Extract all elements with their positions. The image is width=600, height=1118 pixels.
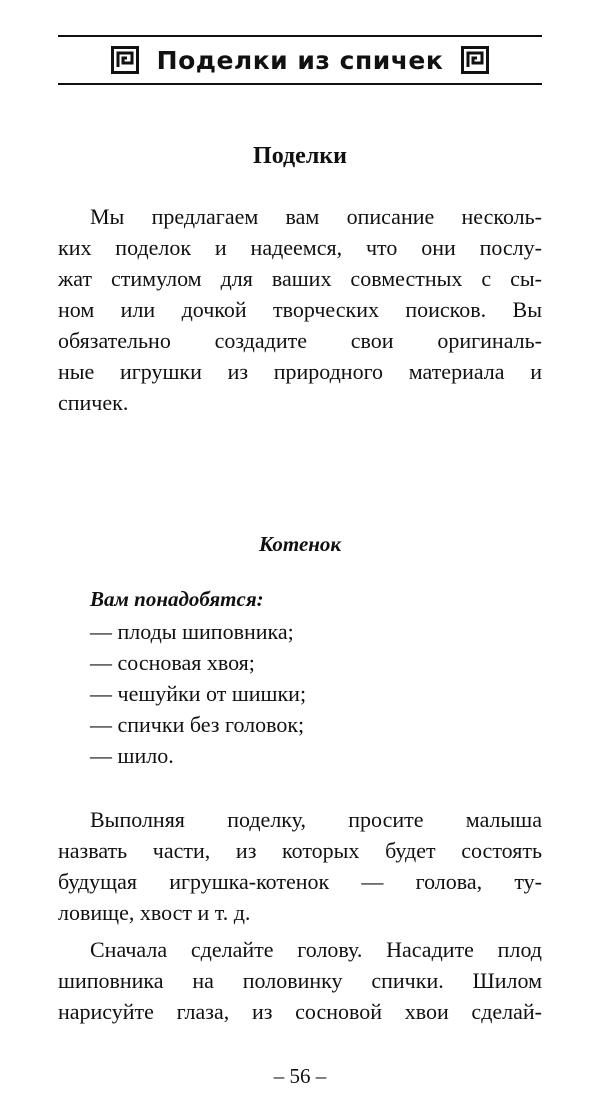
text-line: жат стимулом для ваших совместных с сы- <box>58 266 542 291</box>
text-line: ких поделок и надеемся, что они послу- <box>58 235 542 260</box>
text-line: будущая игрушка-котенок — голова, ту- <box>58 869 542 894</box>
running-head <box>58 40 542 80</box>
text-line: Выполняя поделку, просите малыша <box>90 807 542 832</box>
steps-paragraph <box>58 934 542 1027</box>
list-item: — спички без головок; <box>90 712 305 737</box>
text-line: ном или дочкой творческих поисков. Вы <box>58 297 542 322</box>
running-title: Поделки из спичек <box>156 45 444 75</box>
intro-paragraph <box>58 201 542 418</box>
text-line: спичек. <box>58 390 129 415</box>
needs-label: Вам понадобятся: <box>90 587 264 611</box>
text-line: назвать части, из которых будет состоять <box>58 838 542 863</box>
page-number: – 56 – <box>273 1064 327 1088</box>
meander-icon <box>111 46 139 74</box>
section-title: Поделки <box>253 143 347 169</box>
text-line: Сначала сделайте голову. Насадите плод <box>90 937 542 962</box>
text-line: Мы предлагаем вам описание несколь- <box>90 204 542 229</box>
text-line: нарисуйте глаза, из сосновой хвои сделай- <box>58 999 542 1024</box>
text-line: ные игрушки из природного материала и <box>58 359 542 384</box>
list-item: — шило. <box>90 743 174 768</box>
list-item: — плоды шиповника; <box>90 619 294 644</box>
meander-icon <box>461 46 489 74</box>
header-rule-top <box>58 35 542 37</box>
text-line: ловище, хвост и т. д. <box>58 900 251 925</box>
text-line: шиповника на половинку спички. Шилом <box>58 968 542 993</box>
subtitle: Котенок <box>258 532 342 556</box>
list-item: — чешуйки от шишки; <box>90 681 307 706</box>
instruction-paragraph <box>58 804 542 928</box>
text-line: обязательно создадите свои оригиналь- <box>58 328 542 353</box>
header-rule-bottom <box>58 83 542 85</box>
list-item: — сосновая хвоя; <box>90 650 255 675</box>
materials-list <box>90 616 306 771</box>
